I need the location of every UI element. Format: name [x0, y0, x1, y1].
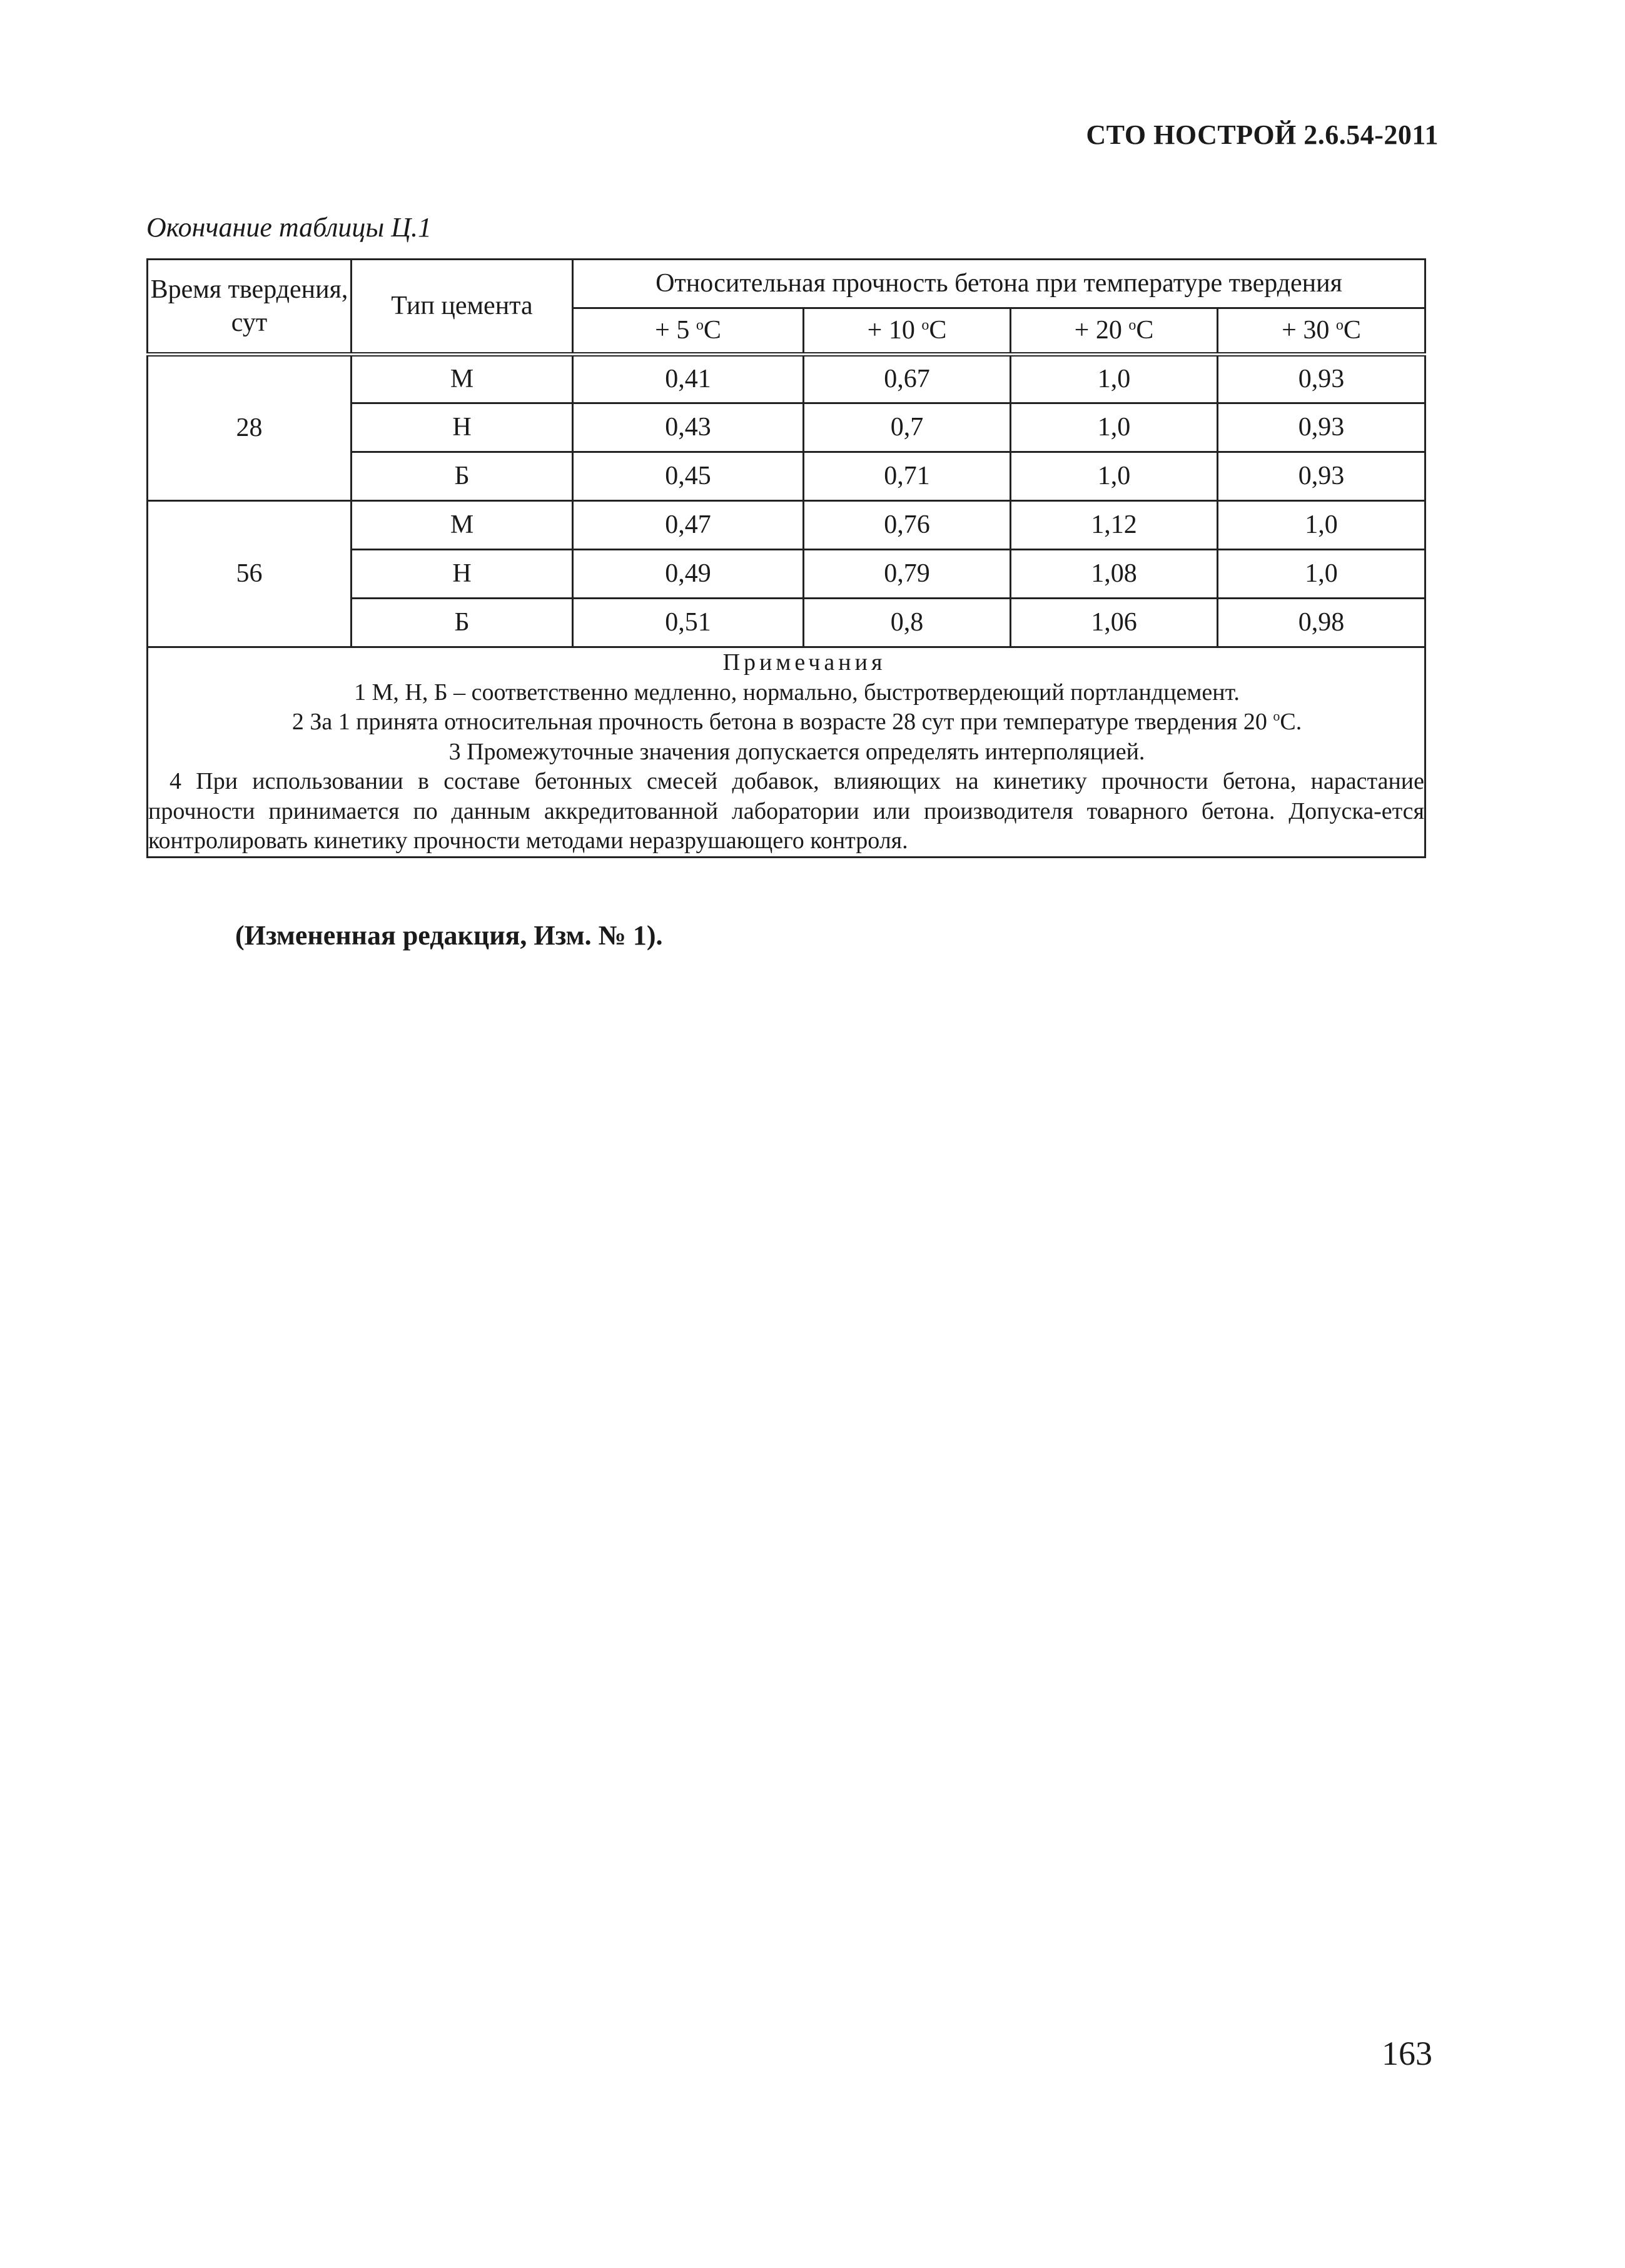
notes-row	[148, 647, 1425, 858]
strength-table	[146, 258, 1426, 858]
value-cell: 0,98	[1218, 599, 1425, 647]
time-cell: 56	[148, 501, 352, 647]
table-row	[148, 355, 1425, 403]
value-cell: 1,0	[1011, 355, 1218, 403]
cement-type-cell: Н	[352, 403, 573, 452]
cement-type-cell: Б	[352, 599, 573, 647]
value-cell: 1,0	[1011, 403, 1218, 452]
value-cell: 0,7	[804, 403, 1011, 452]
cement-type-cell: М	[352, 355, 573, 403]
value-cell: 0,71	[804, 452, 1011, 501]
note-2: 2 За 1 принята относительная прочность бетона в возрасте 28 сут при температуре твердения 20 $^o$С.	[291, 708, 1302, 735]
cement-type-cell: М	[352, 501, 573, 550]
value-cell: 0,8	[804, 599, 1011, 647]
time-cell: 28	[148, 355, 352, 501]
value-cell: 1,08	[1011, 550, 1218, 599]
value-cell: 0,93	[1218, 403, 1425, 452]
notes-cell	[148, 647, 1425, 858]
value-cell: 0,76	[804, 501, 1011, 550]
value-cell: 0,41	[573, 355, 804, 403]
header-strength: Относительная прочность бетона при температуре твердения	[573, 260, 1425, 308]
value-cell: 1,0	[1218, 550, 1425, 599]
page-number: 163	[1382, 2035, 1432, 2072]
value-cell: 0,45	[573, 452, 804, 501]
value-cell: 0,79	[804, 550, 1011, 599]
table-caption: Окончание таблицы Ц.1	[146, 212, 432, 243]
value-cell: 0,67	[804, 355, 1011, 403]
value-cell: 0,49	[573, 550, 804, 599]
value-cell: 0,93	[1218, 452, 1425, 501]
header-temp-5: + 5 $^o$С	[573, 308, 804, 355]
value-cell: 1,12	[1011, 501, 1218, 550]
header-time: Время твердения, сут	[148, 260, 352, 355]
header-temp-20: + 20 $^o$С	[1011, 308, 1218, 355]
cement-type-cell: Б	[352, 452, 573, 501]
header-temp-30: + 30 $^o$С	[1218, 308, 1425, 355]
value-cell: 1,0	[1218, 501, 1425, 550]
notes-title: Примечания	[722, 649, 886, 676]
cement-type-cell: Н	[352, 550, 573, 599]
value-cell: 0,93	[1218, 355, 1425, 403]
header-temp-10: + 10 $^o$С	[804, 308, 1011, 355]
value-cell: 1,0	[1011, 452, 1218, 501]
note-4: 4 При использовании в составе бетонных смесей добавок, влияющих на кинетику прочности бетона, нарастание прочности принимается по данным аккредитованной лаборатории или производителя товарного бетона. Допуска-ется контролировать кинетику прочности методами неразрушающего контроля.	[148, 768, 1425, 854]
value-cell: 0,47	[573, 501, 804, 550]
note-3: 3 Промежуточные значения допускается определять интерполяцией.	[448, 738, 1145, 765]
note-1: 1 М, Н, Б – соответственно медленно, нормально, быстротвердеющий портландцемент.	[354, 679, 1240, 706]
value-cell: 0,43	[573, 403, 804, 452]
value-cell: 1,06	[1011, 599, 1218, 647]
revision-note: (Измененная редакция, Изм. № 1).	[235, 920, 663, 951]
document-code: СТО НОСТРОЙ 2.6.54-2011	[1086, 119, 1439, 150]
value-cell: 0,51	[573, 599, 804, 647]
table-row	[148, 501, 1425, 550]
header-cement-type: Тип цемента	[352, 260, 573, 355]
